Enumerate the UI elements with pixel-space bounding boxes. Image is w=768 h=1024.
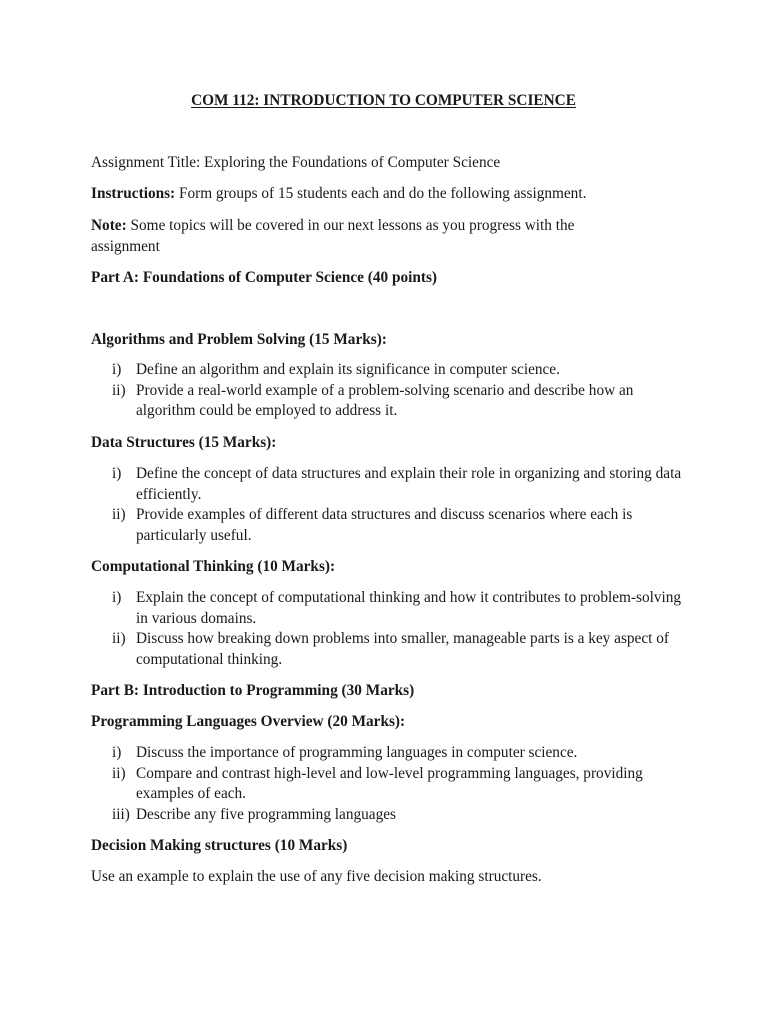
- list-item-number: ii): [112, 630, 126, 648]
- document-title: COM 112: INTRODUCTION TO COMPUTER SCIENCE: [191, 92, 576, 109]
- part-b-heading: Part B: Introduction to Programming (30 Marks): [91, 682, 415, 699]
- list-item: [91, 360, 686, 381]
- list-item-text: Discuss the importance of programming languages in computer science.: [136, 744, 578, 761]
- part-a-heading: Part A: Foundations of Computer Science (40 points): [91, 269, 438, 286]
- list-item-text: Compare and contrast high-level and low-level programming languages, providing examples of each.: [136, 764, 643, 803]
- list-item-text: Define the concept of data structures and explain their role in organizing and storing data efficiently.: [136, 465, 682, 503]
- computational-thinking-list: [91, 588, 686, 671]
- section-heading-computational-thinking: Computational Thinking (10 Marks):: [91, 558, 336, 575]
- list-item-text: Discuss how breaking down problems into smaller, manageable parts is a key aspect of computational thinking.: [136, 630, 669, 669]
- list-item-number: ii): [112, 381, 126, 399]
- instructions-paragraph: [91, 184, 586, 205]
- list-item: [91, 743, 686, 764]
- data-structures-list: [91, 464, 686, 547]
- list-item: [91, 764, 686, 805]
- list-item: [91, 464, 686, 505]
- list-item-number: ii): [112, 764, 126, 782]
- list-item-number: i): [112, 589, 122, 606]
- list-item-number: iii): [112, 806, 130, 824]
- section-heading-programming-languages: Programming Languages Overview (20 Marks):: [91, 713, 406, 730]
- note-label: Note:: [91, 217, 127, 234]
- list-item-text: Provide examples of different data structures and discuss scenarios where each is particularly useful.: [136, 506, 633, 545]
- list-item-number: i): [112, 361, 122, 378]
- list-item: [91, 588, 686, 629]
- list-item: [91, 805, 686, 826]
- list-item-number: i): [112, 744, 122, 761]
- section-heading-data-structures: Data Structures (15 Marks):: [91, 434, 277, 451]
- list-item-number: ii): [112, 506, 126, 524]
- programming-languages-list: [91, 743, 686, 826]
- note-text: Some topics will be covered in our next lessons as you progress with the assignment: [91, 217, 575, 255]
- list-item-text: Define an algorithm and explain its significance in computer science.: [136, 361, 560, 378]
- list-item: [91, 629, 686, 670]
- decision-making-text: Use an example to explain the use of any five decision making structures.: [91, 868, 542, 885]
- list-item-number: i): [112, 465, 122, 482]
- list-item-text: Provide a real-world example of a problem-solving scenario and describe how an algorithm could be employed to address it.: [136, 381, 634, 420]
- list-item: [91, 381, 686, 422]
- note-paragraph: [91, 216, 631, 257]
- section-heading-decision-making: Decision Making structures (10 Marks): [91, 837, 348, 854]
- list-item-text: Explain the concept of computational thinking and how it contributes to problem-solving in various domains.: [136, 589, 682, 627]
- list-item: [91, 505, 686, 546]
- list-item-text: Describe any five programming languages: [136, 806, 396, 824]
- instructions-text: Form groups of 15 students each and do the following assignment.: [175, 185, 587, 202]
- instructions-label: Instructions:: [91, 185, 176, 202]
- algorithms-list: [91, 360, 686, 422]
- assignment-title: Assignment Title: Exploring the Foundations of Computer Science: [91, 154, 501, 171]
- section-heading-algorithms: Algorithms and Problem Solving (15 Marks):: [91, 331, 387, 348]
